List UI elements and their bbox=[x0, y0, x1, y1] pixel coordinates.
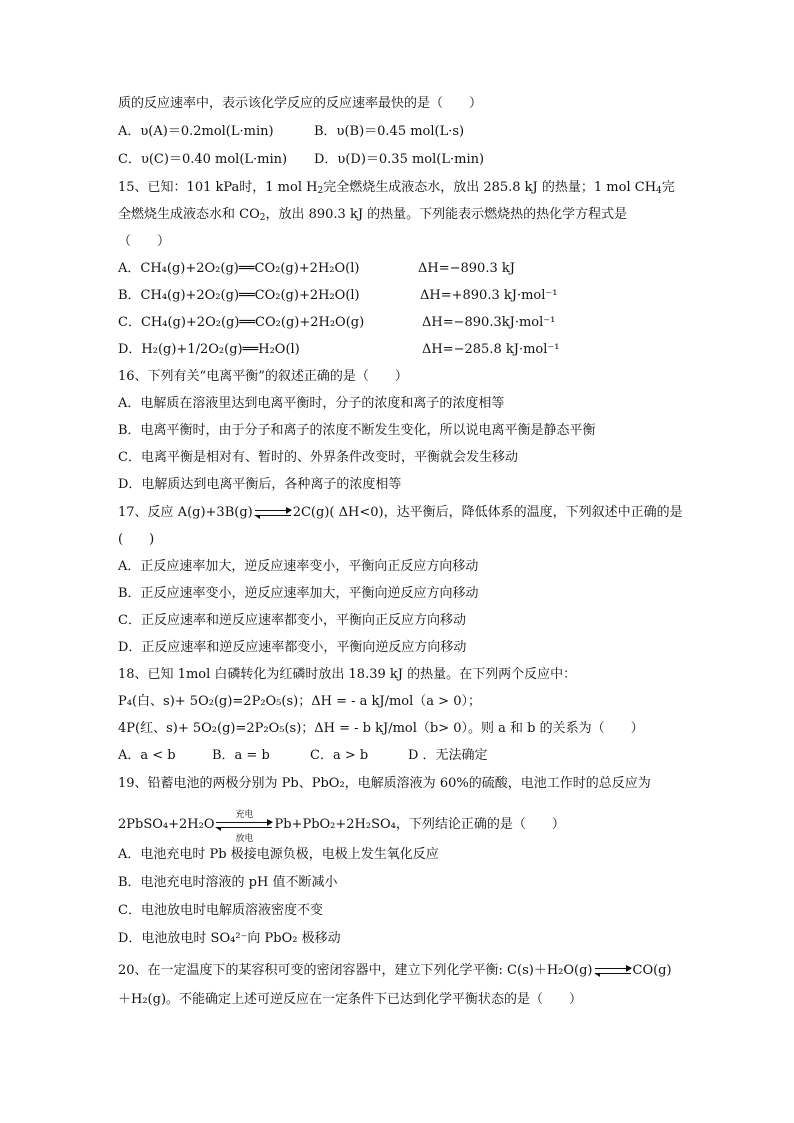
reversible-arrow-icon bbox=[255, 508, 291, 518]
q18-reaction-2: 4P(红、s)+ 5O₂(g)=2P₂O₅(s)；ΔH = - b kJ/mol（b> 0）。则 a 和 b 的关系为（ ） bbox=[118, 721, 644, 736]
q17-stem-line2: ( ) bbox=[118, 532, 155, 547]
q14-stem: 质的反应速率中，表示该化学反应的反应速率最快的是（ ） bbox=[118, 96, 483, 111]
q18-option-d: D ．无法确定 bbox=[408, 748, 488, 763]
q15-stem-line1: 15、已知：101 kPa时，1 mol $H_2$完全燃烧生成液态水，放出 285.8 kJ 的热量；1 mol $CH_4$完 bbox=[118, 180, 675, 196]
q19-option-a: A．电池充电时 Pb 极接电源负极，电极上发生氧化反应 bbox=[118, 847, 439, 862]
q16-option-b: B．电离平衡时，由于分子和离子的浓度不断发生变化，所以说电离平衡是静态平衡 bbox=[118, 423, 596, 438]
q19-equation: 2PbSO₄+2H₂O 充电 放电 Pb+PbO₂+2H₂SO₄，下列结论正确的是（ ） bbox=[118, 809, 565, 844]
q19-option-c: C．电池放电时电解质溶液密度不变 bbox=[118, 903, 323, 918]
reversible-arrow-icon bbox=[595, 966, 631, 976]
q20-stem-line1: 20、在一定温度下的某容积可变的密闭容器中，建立下列化学平衡: C(s)＋H₂O(g) CO(g) bbox=[118, 963, 672, 978]
q18-option-a: A．a < b bbox=[118, 748, 176, 763]
q15-option-a-dh: ΔH=−890.3 kJ bbox=[418, 261, 515, 276]
q18-option-b: B．a = b bbox=[212, 748, 270, 763]
q17-stem-line1: 17、反应 A(g)+3B(g) 2C(g)( ΔH<0)，达平衡后，降低体系的温度，下列叙述中正确的是 bbox=[118, 505, 683, 520]
q19-option-d: D．电池放电时 SO₄²⁻向 PbO₂ 极移动 bbox=[118, 931, 341, 946]
q15-option-d-dh: ΔH=−285.8 kJ·mol⁻¹ bbox=[422, 342, 560, 357]
q15-option-b-dh: ΔH=+890.3 kJ·mol⁻¹ bbox=[420, 288, 558, 303]
q15-option-d: D．H₂(g)+1/2O₂(g)══H₂O(l) bbox=[118, 342, 300, 357]
q18-option-c: C．a > b bbox=[310, 748, 369, 763]
q17-option-a: A．正反应速率加大，逆反应速率变小，平衡向正反应方向移动 bbox=[118, 559, 479, 574]
q15-option-b: B．CH₄(g)+2O₂(g)══CO₂(g)+2H₂O(l) bbox=[118, 288, 360, 303]
q15-stem-line3: （ ） bbox=[118, 234, 171, 249]
q20-stem-line2: ＋H₂(g)。不能确定上述可逆反应在一定条件下已达到化学平衡状态的是（ ） bbox=[118, 992, 583, 1007]
q16-option-c: C．电离平衡是相对有、暂时的、外界条件改变时，平衡就会发生移动 bbox=[118, 450, 518, 465]
q16-stem: 16、下列有关“电离平衡”的叙述正确的是（ ） bbox=[118, 369, 408, 384]
q16-option-d: D．电解质达到电离平衡后，各种离子的浓度相等 bbox=[118, 477, 402, 492]
q18-stem: 18、已知 1mol 白磷转化为红磷时放出 18.39 kJ 的热量。在下列两个反应中： bbox=[118, 667, 577, 682]
q17-option-b: B．正反应速率变小，逆反应速率加大，平衡向逆反应方向移动 bbox=[118, 586, 479, 601]
q17-option-d: D．正反应速率和逆反应速率都变小，平衡向逆反应方向移动 bbox=[118, 640, 467, 655]
q15-option-a: A．CH₄(g)+2O₂(g)══CO₂(g)+2H₂O(l) bbox=[118, 261, 360, 276]
q14-option-c: C．υ(C)＝0.40 mol(L·min) bbox=[118, 152, 288, 167]
q19-option-b: B．电池充电时溶液的 pH 值不断减小 bbox=[118, 875, 338, 890]
q14-option-d: D．υ(D)＝0.35 mol(L·min) bbox=[314, 152, 485, 167]
q14-option-b: B．υ(B)＝0.45 mol(L·s) bbox=[314, 124, 465, 139]
q17-option-c: C．正反应速率和逆反应速率都变小，平衡向正反应方向移动 bbox=[118, 613, 466, 628]
q15-stem-line2: 全燃烧生成液态水和 $CO_2$，放出 890.3 kJ 的热量。下列能表示燃烧热的热化学方程式是 bbox=[118, 207, 628, 223]
q15-option-c: C．CH₄(g)+2O₂(g)══CO₂(g)+2H₂O(g) bbox=[118, 315, 365, 330]
q15-option-c-dh: ΔH=−890.3kJ·mol⁻¹ bbox=[422, 315, 556, 330]
q18-reaction-1: P₄(白、s)+ 5O₂(g)=2P₂O₅(s)；ΔH = - a kJ/mol（a > 0）； bbox=[118, 694, 481, 709]
charge-discharge-arrow-icon: 充电 放电 bbox=[216, 818, 272, 832]
q14-option-a: A．υ(A)＝0.2mol(L·min) bbox=[118, 124, 274, 139]
q19-stem: 19、铅蓄电池的两极分别为 Pb、PbO₂，电解质溶液为 60%的硫酸，电池工作时的总反应为 bbox=[118, 776, 651, 791]
q16-option-a: A．电解质在溶液里达到电离平衡时，分子的浓度和离子的浓度相等 bbox=[118, 396, 505, 411]
